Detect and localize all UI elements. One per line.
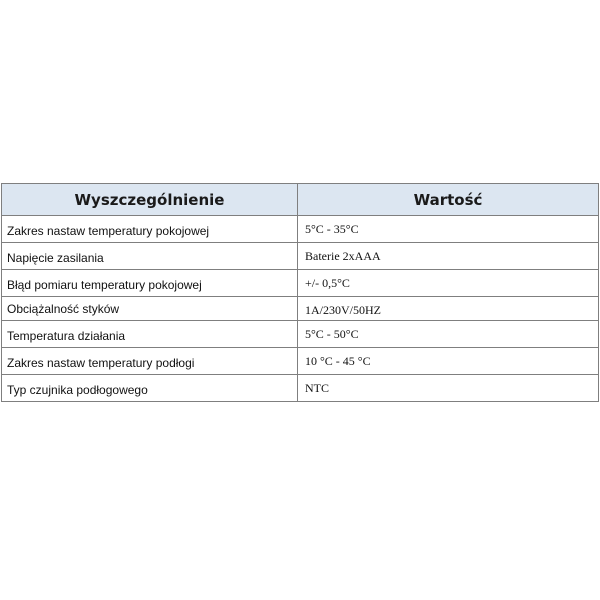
row-value: 1A/230V/50HZ (298, 297, 599, 321)
row-name: Obciążalność styków (2, 297, 298, 321)
specification-table (1, 183, 599, 402)
table-row (2, 270, 599, 297)
row-name: Typ czujnika podłogowego (2, 375, 298, 402)
row-name: Błąd pomiaru temperatury pokojowej (2, 270, 298, 297)
row-name: Zakres nastaw temperatury podłogi (2, 348, 298, 375)
table-row (2, 297, 599, 321)
row-value: 5°C - 50°C (298, 321, 599, 348)
table-row (2, 243, 599, 270)
row-name: Zakres nastaw temperatury pokojowej (2, 216, 298, 243)
row-value: +/- 0,5°C (298, 270, 599, 297)
row-name: Napięcie zasilania (2, 243, 298, 270)
table-row (2, 375, 599, 402)
row-value: Baterie 2xAAA (298, 243, 599, 270)
table-row (2, 216, 599, 243)
row-value: 10 °C - 45 °C (298, 348, 599, 375)
row-name: Temperatura działania (2, 321, 298, 348)
table-row (2, 321, 599, 348)
row-value: NTC (298, 375, 599, 402)
table-row (2, 348, 599, 375)
header-value: Wartość (298, 184, 599, 216)
header-row (2, 184, 599, 216)
header-name: Wyszczególnienie (2, 184, 298, 216)
row-value: 5°C - 35°C (298, 216, 599, 243)
